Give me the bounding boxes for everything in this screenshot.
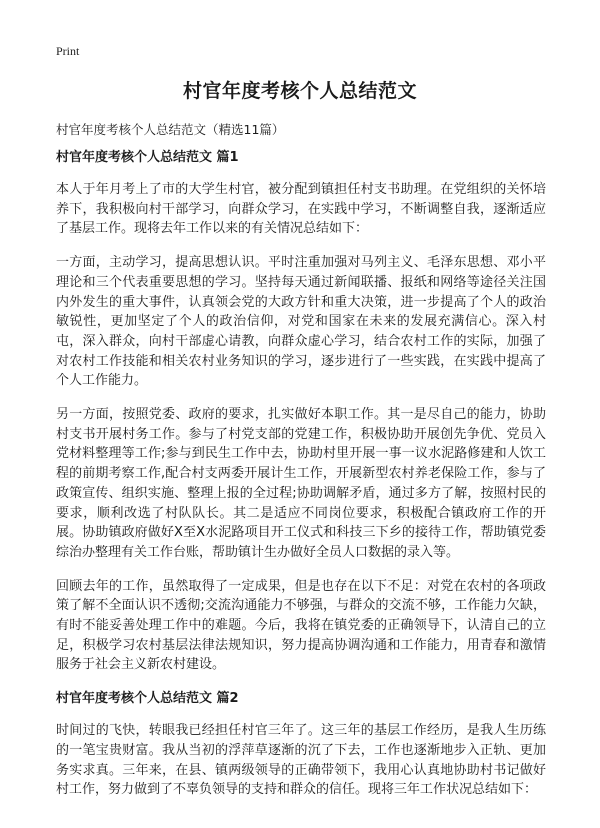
paragraph: 本人于年月考上了市的大学生村官，被分配到镇担任村支书助理。在党组织的关怀培养下，我积极向村干部学习，向群众学习，在实践中学习，不断调整自我，逐渐适应了基层工作。现将去年工作以来的有关情况总结如下： <box>56 182 546 237</box>
paragraph: 另一方面，按照党委、政府的要求，扎实做好本职工作。其一是尽自己的能力，协助村支书开展村务工作。参与了村党支部的党建工作，积极协助开展创先争优、党员入党材料整理等工作;参与到民生工作中去，协助村里开展一事一议水泥路修建和人饮工程的前期考察工作,配合村支两委开展计生工作，开展新型农村养老保险工作，参与了政策宣传、组织实施、整理上报的全过程;协助调解矛盾，通过多方了解，按照村民的要求，顺利改选了村队队长。其二是适应不同岗位要求，积极配合镇政府工作的开展。协助镇政府做好X至X水泥路项目开工仪式和科技三下乡的接待工作，帮助镇党委综治办整理有关工作台账，帮助镇计生办做好全员人口数据的录入等。 <box>56 407 546 560</box>
subtitle: 村官年度考核个人总结范文（精选11篇） <box>56 122 285 137</box>
section-heading-1: 村官年度考核个人总结范文 篇1 <box>56 150 239 165</box>
section-heading-2: 村官年度考核个人总结范文 篇2 <box>56 691 239 707</box>
print-link[interactable]: Print <box>56 44 80 58</box>
paragraph: 回顾去年的工作，虽然取得了一定成果，但是也存在以下不足：对党在农村的各项政策了解不全面认识不透彻;交流沟通能力不够强，与群众的交流不够，工作能力欠缺，有时不能妥善处理工作中的难题。今后，我将在镇党委的正确领导下，认清自己的立足，积极学习农村基层法律法规知识，努力提高协调沟通和工作能力，用青春和激情服务于社会主义新农村建设。 <box>56 578 546 673</box>
article-body <box>56 148 546 814</box>
paragraph: 一方面，主动学习，提高思想认识。平时注重加强对马列主义、毛泽东思想、邓小平理论和三个代表重要思想的学习。坚持每天通过新闻联播、报纸和网络等途径关注国内外发生的重大事件，认真领会党的大政方针和重大决策，进一步提高了个人的政治敏锐性，更加坚定了个人的政治信仰，对党和国家在未来的发展充满信心。深入村屯，深入群众，向村干部虚心请教，向群众虚心学习，结合农村工作的实际，加强了对农村工作技能和相关农村业务知识的学习，逐步进行了一些实践，在实践中提高了个人工作能力。 <box>56 255 546 389</box>
paragraph: 时间过的飞快，转眼我已经担任村官三年了。这三年的基层工作经历，是我人生历练的一笔宝贵财富。我从当初的浮萍草逐渐的沉了下去，工作也逐渐地步入正轨、更加务实求真。三年来，在县、镇两级领导的正确带领下，我用心认真地协助村书记做好村工作，努力做到了不辜负领导的支持和群众的信任。现将三年工作状况总结如下： <box>56 723 546 798</box>
page-title: 村官年度考核个人总结范文 <box>182 80 417 102</box>
